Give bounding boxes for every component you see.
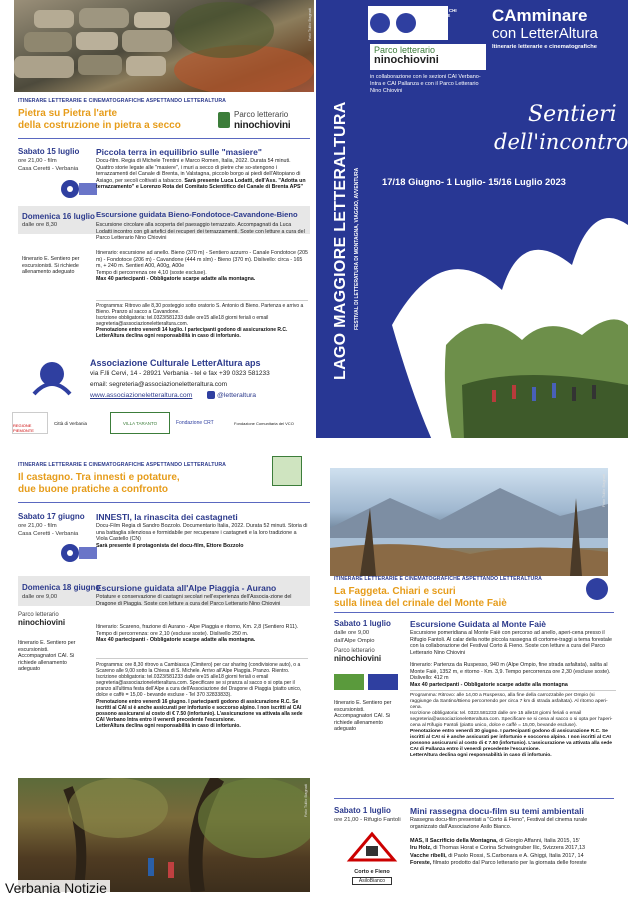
divider	[18, 138, 310, 139]
event-title: Escursione guidata all'Alpe Piaggia - Aurano	[96, 583, 277, 593]
parco-logo-line1: Parco letterario	[334, 648, 375, 654]
cover-title-2: con LetterAltura	[492, 25, 598, 42]
cover-vertical-sub: FESTIVAL DI LETTERATURA DI MONTAGNA, VIAGGIO, AVVENTURA	[354, 167, 360, 330]
sponsor-row	[12, 410, 312, 436]
fondazione-crt-logo: Fondazione CRT	[176, 420, 214, 426]
cover-panel	[316, 0, 628, 438]
section-kicker: ITINERARE LETTERARIE E CINEMATOGRAFICHE ASPETTANDO LETTERALTURA	[18, 462, 227, 468]
section-title-1: Pietra su Pietra l'arte	[18, 108, 118, 119]
program: Programma: Ritrovo alle 8,30 posteggio sotto oratorio S. Antonio di Bieno. Partenza e arrivo a Bieno. Pranzo al sacco a Cavandone. Iscrizione obbligatoria: tel.0323/581233 dalle ore15 alle18 giorni feriali o email segreteria@associazioneletteraltura.com. Prenotazione entro venerdì 14 luglio. I partecipanti godono di assicurazione R.C. LetterAltura declina ogni responsabilità in caso di infortunio.	[96, 303, 304, 340]
panel-pietra	[0, 0, 314, 440]
parco-logo	[218, 110, 308, 134]
parco-logo-small	[18, 612, 88, 634]
partner-logo-green	[334, 674, 364, 690]
panel-faggeta	[316, 452, 628, 900]
cover-script-2: dell'incontro	[494, 130, 628, 154]
itinerary-side: Itinerario E. Sentiero per escursionisti. Accompagnatori CAI. Si richiede allenamento adeguato	[334, 700, 392, 733]
section-title-2: sulla linea del crinale del Monte Faiè	[334, 598, 507, 609]
verbania-logo: Città di Verbania	[54, 420, 88, 426]
parco-logo-small	[334, 648, 404, 670]
cover-parco-line2: ninochiovini	[374, 54, 439, 66]
event-date: Domenica 18 giugno	[22, 583, 101, 592]
photo-credit: Foto Tullio Bagnati	[303, 784, 308, 818]
divider	[96, 300, 308, 301]
event-title: Mini rassegna docu-film su temi ambientali	[410, 806, 584, 816]
assoc-address: via F.lli Cervi, 14 - 28921 Verbania - tel e fax +39 0323 581233	[90, 370, 270, 377]
film-item: MAS, Il Sacrificio della Montagna, di Giorgio Affanni, Italia 2015, 15'	[410, 838, 580, 844]
section-kicker: ITINERARE LETTERARIE E CINEMATOGRAFICHE ASPETTANDO LETTERALTURA	[18, 98, 227, 104]
event-date: Sabato 1 luglio	[334, 806, 391, 815]
parco-logo-line2: ninochiovini	[234, 120, 291, 131]
divider	[410, 690, 616, 691]
corto-fieno-logo	[342, 830, 402, 882]
parco-logo-line2: ninochiovini	[18, 618, 66, 627]
event-text: Rassegna docu-film presentati a "Corto & Fieno", Festival del cinema rurale organizzato dall'Associazione Asilo Bianco.	[410, 817, 588, 830]
cover-script-1: Sentieri	[528, 102, 617, 127]
cover-swoosh	[372, 195, 628, 438]
parco-logo-line1: Parco letterario	[234, 110, 289, 119]
chestnut-forest-photo	[18, 778, 310, 892]
divider	[96, 658, 308, 659]
assoc-email[interactable]: email: segreteria@associazioneletteraltura.com	[90, 381, 228, 388]
event-date: Domenica 16 luglio	[22, 212, 95, 221]
assoc-name: Associazione Culturale LetterAltura aps	[90, 358, 261, 368]
cover-parco-logo	[370, 44, 486, 70]
stone-wall-drawing	[14, 0, 314, 92]
corto-fieno-label: Corto e Fieno	[354, 869, 390, 875]
film-item: Vacche ribelli, di Paolo Rossi, S.Carbonara e A. Ghiggi, Italia 2017, 14	[410, 852, 584, 859]
section-title-2: della costruzione in pietra a secco	[18, 120, 181, 131]
i-parchi-badge: I PAR CHI LETTE RARI	[436, 8, 457, 23]
event-meta-2: Casa Ceretti - Verbania	[18, 166, 79, 172]
lake-mountain-photo	[330, 468, 608, 576]
section-title-1: Il castagno. Tra innesti e potature,	[18, 472, 180, 483]
event-meta: dalle ore 9,00	[22, 594, 58, 600]
fondazione-vco-logo: Fondazione Comunitaria del VCO	[234, 420, 294, 426]
film-item: Iru Holz, di Thomas Horat e Corina Schwingruber Ilic, Svizzera 2017,13	[410, 845, 586, 852]
panel-castagno	[0, 452, 314, 890]
villa-taranto-logo: VILLA TARANTO	[110, 412, 170, 434]
stone-wall-photo	[14, 0, 314, 92]
event-meta-2: Casa Ceretti - Verbania	[18, 531, 79, 537]
divider	[334, 612, 614, 613]
cai-badge	[272, 456, 302, 486]
event-text: Docu-film. Regia di Michele Trentini e Marco Romen, Italia, 2022. Durata 54 minuti. Quattro storie legate alle "masiere", i muri a secco di pietre che so-stengono i terrazzamenti del Canale di Brenta, in Valstagna, piccolo borgo ai piedi dell'Altopiano di Asiago, per secoli coltivati a tabacco. Sarà presente Luca Lodatti, dell'Ass. "Adotta un terrazzamento" e Lorenzo Rota del Comitato Scientifico del Canale di Brenta APS"	[96, 158, 306, 191]
assoc-facebook[interactable]: @letteraltura	[217, 392, 257, 399]
event-meta-2: dall'Alpe Ompio	[334, 638, 375, 644]
event-text: Escursione pomeridiana al Monte Faiè con percorso ad anello, aperi-cena presso il Rifugio Fantoli. Al calar della notte piccola rassegna di cortome-traggi a tema forestale con la collaborazione del Festival Corto & Fieno. Soste con letture a cura del Parco Letterario Nino Chiovini	[410, 630, 612, 656]
film-item: Foreste, filmato prodotto dal Parco letterario per la giornata delle foreste	[410, 860, 587, 867]
event-date: Sabato 1 luglio	[334, 619, 391, 628]
watermark-text: Verbania Notizie	[2, 880, 110, 896]
event-title: Piccola terra in equilibrio sulle "masiere"	[96, 147, 262, 157]
event-title: Escursione guidata Bieno-Fondotoce-Cavandone-Bieno	[96, 210, 298, 219]
parco-logo-line1: Parco letterario	[18, 612, 59, 618]
asilo-bianco-label: AsiloBianco	[352, 877, 392, 885]
photo-credit: Foto Tullio Bagnati	[601, 474, 606, 508]
itinerary: Itinerario: escursione ad anello. Bieno (370 m) - Sentiero azzurro - Canale Fondotoce (205 m) - Fondotoce (206 m) - Cavandone (444 m slm) - Bieno (370 m). Dislivello: circa - 165 m, + 240 m. Sentieri A00, A00g, A00e Tempo di percorrenza ore 4,10 (soste escluse). Max 40 partecipanti - Obbligatorie scarpe adatte alla montagna.	[96, 250, 308, 283]
assoc-website[interactable]: www.associazioneletteraltura.com	[90, 392, 193, 399]
cover-bird-icon	[434, 280, 494, 310]
photo-credit: Foto Tullio Bagnati	[307, 8, 312, 42]
event-meta: ore 21,00 - Rifugio Fantoli	[334, 817, 401, 823]
itinerary: Itinerario: Partenza da Ruspesso, 940 m (Alpe Ompio, fine strada asfaltata), salita al Monte Faiè, 1352 m, e ritorno - Km. 3,9. Tempo percorrenza ore 2,30 (escluse soste). Dislivello: 412 m Max 40 partecipanti - Obbligatorie scarpe adatte alla montagna	[410, 662, 611, 688]
event-date: Sabato 15 luglio	[18, 147, 80, 156]
program: Programma: Ritrovo: alle 14,00 a Ruspesso, alla fine della carrozzabile per Ompio (si raggiunge da Santino/Bieno percorrendo per circa 7 km di strada asfaltata). Al ritorno aperi-cena. Iscrizione obbligatoria: tel. 0323.581233 dalle ore 15 alle18 giorni feriali o email segreteria@associazioneletteraltura.com. Specificare se si cena al sacco o si opta per l'aperi-cena al Rifugio Fantoli (piatto unico, dolce e caffè = 15,00, bevande escluse). Prenotazione entro venerdì 30 giugno. I partecipanti godono di assicurazione R.C. Se iscritti al CAI si è anche assicurati per infortunio e soccorso alpino. I non iscritti al CAI possono assicurarsi al costo di € 7.50 (infortunio). L'assicurazione va attivata alla sede CAI di Pallanza entro il venerdì precedente l'escursione. LetterAltura declina ogni responsabilità in caso di infortunio.	[410, 693, 613, 758]
section-title-2: due buone pratiche a confronto	[18, 484, 169, 495]
facebook-icon	[207, 391, 215, 399]
itinerary-side: Itinerario E. Sentiero per escursionisti. Accompagnatori CAI. Si richiede allenamento adeguato	[18, 640, 76, 673]
cai-emblem	[586, 578, 608, 600]
event-meta: dalle ore 8,30	[22, 222, 58, 228]
cover-subtitle: Itinerarie letterarie e cinematografiche	[492, 44, 598, 50]
event-meta-1: ore 21,00 - film	[18, 158, 57, 164]
event-text: Escursione circolare alla scoperta del paesaggio terrazzato. Accompagnati da Luca Lodatti incontro con gli artefici dei recuperi dei terrazzamenti. Soste con letture a cura del Parco Letterario Nino Chiovini	[96, 222, 305, 242]
film-list	[410, 838, 622, 868]
cover-title-1: CAmminare	[492, 6, 588, 25]
program: Programma: ore 8,30 ritrovo a Cambiasca (Cimitero) per car sharing (condivisione auto), o a Scareno alle 9,00 sotto la Chiesa di S. Michele. Arrivo all'Alpe Piaggia. Pranzo. Rientro. Iscrizione obbligatoria: tel.0323/581233 dalle ore15 alle18 giorni feriali o email segreteria@associazioneletteraltura.com. Specificare se si pranza al sacco o si opta per il pranzo all'ultima festa dell'Alpe a cura dell'Associazione del Dragone di Piaggia (piatto unico, dolce e caffè = 15,00 - bevande escluse - Tel 370 32833833). Prenotazione entro venerdì 16 giugno. I partecipanti godono di assicurazione R.C. Se iscritti al CAI si è anche assicurati per infortunio e soccorso alpino. I non iscritti al CAI possono assicurarsi al costo di € 7.50 (infortunio). L'assicurazione va attivata alla sede CAI Verbano Intra entro il venerdì precedente l'escursione. LetterAltura declina ogni responsabilità in caso di infortunio.	[96, 662, 303, 729]
itinerary-side: Itinerario E. Sentiero per escursionisti. Si richiede allenamento adeguato	[22, 256, 80, 276]
event-date: Sabato 17 giugno	[18, 512, 85, 521]
regione-piemonte-logo: REGIONE PIEMONTE	[12, 412, 48, 434]
cover-vertical-title: LAGO MAGGIORE LETTERALTURA	[332, 101, 349, 380]
event-title: INNESTI, la rinascita dei castagneti	[96, 512, 238, 522]
partner-logo-blue	[368, 674, 398, 690]
letteraltura-logo	[28, 360, 76, 396]
book-icon	[218, 112, 230, 128]
cover-dates: 17/18 Giugno- 1 Luglio- 15/16 Luglio 2023	[382, 176, 566, 187]
cover-collab: in collaborazione con le sezioni CAI Verbano-Intra e CAI Pallanza e con il Parco Letterario Nino Chiovini	[370, 74, 481, 94]
film-reel-icon	[60, 542, 100, 564]
event-text: Potature e conservazione di castagni secolari nell'esperienza dell'Associa-zione del Dragone di Piaggia. Soste con letture a cura del Parco Letterario Nino Chiovini	[96, 594, 292, 607]
event-meta-1: ore 21,00 - film	[18, 523, 57, 529]
film-reel-icon	[60, 178, 100, 200]
section-title-1: La Faggeta. Chiari e scuri	[334, 586, 456, 597]
event-text: Docu-Film Regia di Sandro Bozzolo. Documentario Italia, 2022. Durata 52 minuti. Storia di una battaglia silenziosa e formidabile per recuperare i castagneti e la loro tradizione a Viola Castello (CN) Sarà presente il protagonista del docu-film, Ettore Bozzolo	[96, 523, 308, 549]
event-meta-1: dalle ore 9,00	[334, 630, 370, 636]
partner-logos	[334, 674, 404, 692]
divider	[18, 502, 310, 503]
parco-logo-line2: ninochiovini	[334, 654, 382, 663]
divider	[334, 798, 614, 799]
cover-parco-line1: Parco letterario	[374, 45, 436, 55]
event-title: Escursione Guidata al Monte Faiè	[410, 619, 547, 629]
itinerary: Itinerario: Scareno, frazione di Aurano - Alpe Piaggia e ritorno, Km. 2,8 (Sentiero R11). Tempo di percorrenza: ore 2,10 (escluse soste). Dislivello 250 m. Max 40 partecipanti - Obbligatorie scarpe adatte alla montagna.	[96, 624, 299, 644]
section-kicker: ITINERARE LETTERARIE E CINEMATOGRAFICHE ASPETTANDO LETTERALTURA	[334, 576, 543, 582]
